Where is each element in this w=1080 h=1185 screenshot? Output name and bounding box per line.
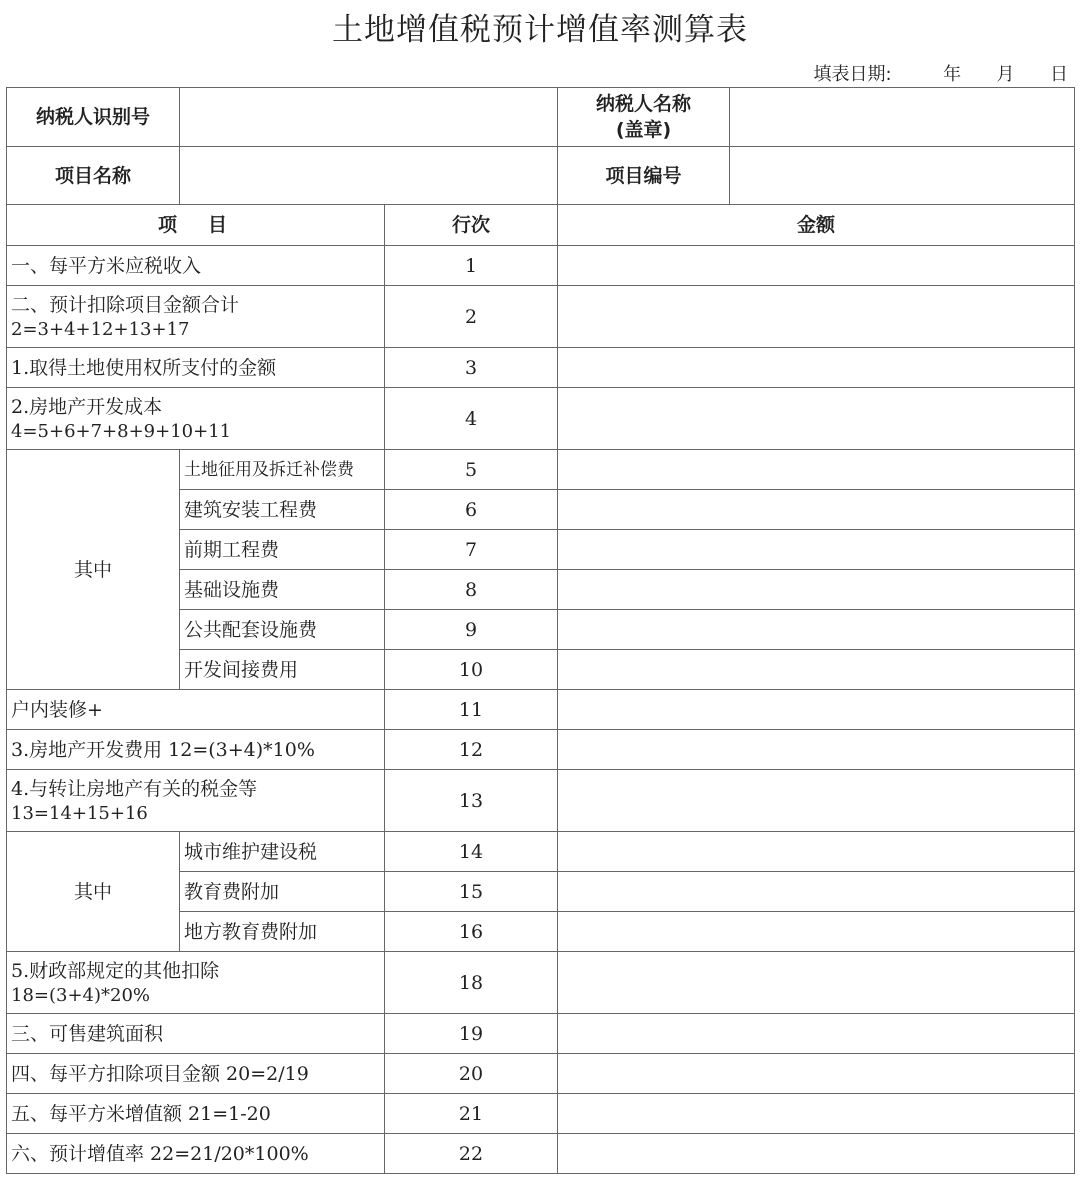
row-label-text: 六、预计增值率 22=21/20*100% [11,1142,309,1165]
table-row [7,246,1075,286]
row-amount-field[interactable] [558,530,1075,570]
row-label-text: 四、每平方扣除项目金额 20=2/19 [11,1062,309,1085]
fill-date-month: 月 [996,64,1015,85]
row-amount-field[interactable] [558,690,1075,730]
table-row [7,730,1075,770]
row-amount-field[interactable] [558,1134,1075,1174]
project-name-field[interactable] [180,147,558,205]
sub-row-label: 基础设施费 [180,570,385,610]
row-amount-field[interactable] [558,490,1075,530]
row-line-number: 5 [385,450,558,490]
row-line-number: 15 [385,872,558,912]
table-row [7,286,1075,348]
row-amount-field[interactable] [558,246,1075,286]
row-amount-field[interactable] [558,872,1075,912]
row-line-number: 11 [385,690,558,730]
row-label-text: 2.房地产开发成本 [11,395,163,418]
sub-row-label: 城市维护建设税 [180,832,385,872]
column-header-item: 项 目 [7,205,385,246]
fill-date-label: 填表日期: [813,64,892,85]
fill-date-day: 日 [1050,64,1068,85]
row-line-number: 21 [385,1094,558,1134]
row-amount-field[interactable] [558,570,1075,610]
group-label: 其中 [7,832,180,952]
column-header-amount: 金额 [558,205,1075,246]
row-amount-field[interactable] [558,730,1075,770]
row-label [7,286,385,348]
row-line-number: 20 [385,1054,558,1094]
taxpayer-name-field[interactable] [730,88,1075,147]
row-label [7,246,385,286]
row-label [7,1134,385,1174]
row-label-text: 4.与转让房地产有关的税金等 [11,777,258,800]
table-row [7,450,1075,490]
table-row [7,1054,1075,1094]
row-label-text: 1.取得土地使用权所支付的金额 [11,356,277,379]
row-formula: 18=(3+4)*20% [11,984,151,1006]
table-row [7,388,1075,450]
row-line-number: 22 [385,1134,558,1174]
row-label-text: 3.房地产开发费用 12=(3+4)*10% [11,738,315,761]
taxpayer-id-field[interactable] [180,88,558,147]
page-title: 土地增值税预计增值率测算表 [332,12,748,48]
fill-date-year: 年 [943,64,962,85]
row-line-number: 3 [385,348,558,388]
sub-row-label: 地方教育费附加 [180,912,385,952]
project-name-label: 项目名称 [7,147,180,205]
row-amount-field[interactable] [558,952,1075,1014]
row-line-number: 2 [385,286,558,348]
row-label [7,1014,385,1054]
row-formula: 13=14+15+16 [11,802,148,824]
project-code-label: 项目编号 [558,147,730,205]
row-amount-field[interactable] [558,912,1075,952]
table-row [7,348,1075,388]
table-row [7,952,1075,1014]
row-amount-field[interactable] [558,286,1075,348]
row-label-text: 五、每平方米增值额 21=1-20 [11,1102,271,1125]
row-line-number: 10 [385,650,558,690]
fill-date [814,60,1068,86]
table-row [7,832,1075,872]
row-line-number: 19 [385,1014,558,1054]
row-amount-field[interactable] [558,348,1075,388]
row-formula: 2=3+4+12+13+17 [11,318,190,340]
row-label [7,348,385,388]
project-code-field[interactable] [730,147,1075,205]
row-line-number: 8 [385,570,558,610]
row-label-text: 5.财政部规定的其他扣除 [11,959,220,982]
row-amount-field[interactable] [558,388,1075,450]
sub-row-label: 建筑安装工程费 [180,490,385,530]
column-header-line: 行次 [385,205,558,246]
table-row [7,1094,1075,1134]
row-line-number: 1 [385,246,558,286]
row-amount-field[interactable] [558,610,1075,650]
row-label-text: 三、可售建筑面积 [11,1022,164,1045]
row-amount-field[interactable] [558,450,1075,490]
row-line-number: 9 [385,610,558,650]
taxpayer-name-sub: (盖章) [615,119,672,141]
sub-row-label: 土地征用及拆迁补偿费 [180,450,385,490]
taxpayer-name-label-text: 纳税人名称 [595,93,691,115]
row-amount-field[interactable] [558,1014,1075,1054]
row-line-number: 12 [385,730,558,770]
row-formula: 4=5+6+7+8+9+10+11 [11,420,232,442]
row-amount-field[interactable] [558,650,1075,690]
row-line-number: 6 [385,490,558,530]
row-line-number: 7 [385,530,558,570]
sub-row-label: 开发间接费用 [180,650,385,690]
row-label [7,730,385,770]
calc-table [6,87,1075,1174]
row-label [7,952,385,1014]
table-row [7,690,1075,730]
row-label-text: 一、每平方米应税收入 [11,254,202,277]
row-label [7,388,385,450]
sub-row-label: 教育费附加 [180,872,385,912]
taxpayer-name-label [558,88,730,147]
taxpayer-id-label: 纳税人识别号 [7,88,180,147]
row-line-number: 4 [385,388,558,450]
row-amount-field[interactable] [558,1094,1075,1134]
row-line-number: 16 [385,912,558,952]
group-label: 其中 [7,450,180,690]
row-label [7,1094,385,1134]
row-amount-field[interactable] [558,1054,1075,1094]
row-label [7,770,385,832]
table-row [7,1014,1075,1054]
row-label [7,1054,385,1094]
row-line-number: 14 [385,832,558,872]
row-line-number: 18 [385,952,558,1014]
row-amount-field[interactable] [558,770,1075,832]
row-line-number: 13 [385,770,558,832]
table-row [7,1134,1075,1174]
row-label-text: 二、预计扣除项目金额合计 [11,293,240,316]
row-label-text: 户内装修+ [11,698,103,721]
row-amount-field[interactable] [558,832,1075,872]
table-row [7,770,1075,832]
sub-row-label: 公共配套设施费 [180,610,385,650]
sub-row-label: 前期工程费 [180,530,385,570]
row-label [7,690,385,730]
